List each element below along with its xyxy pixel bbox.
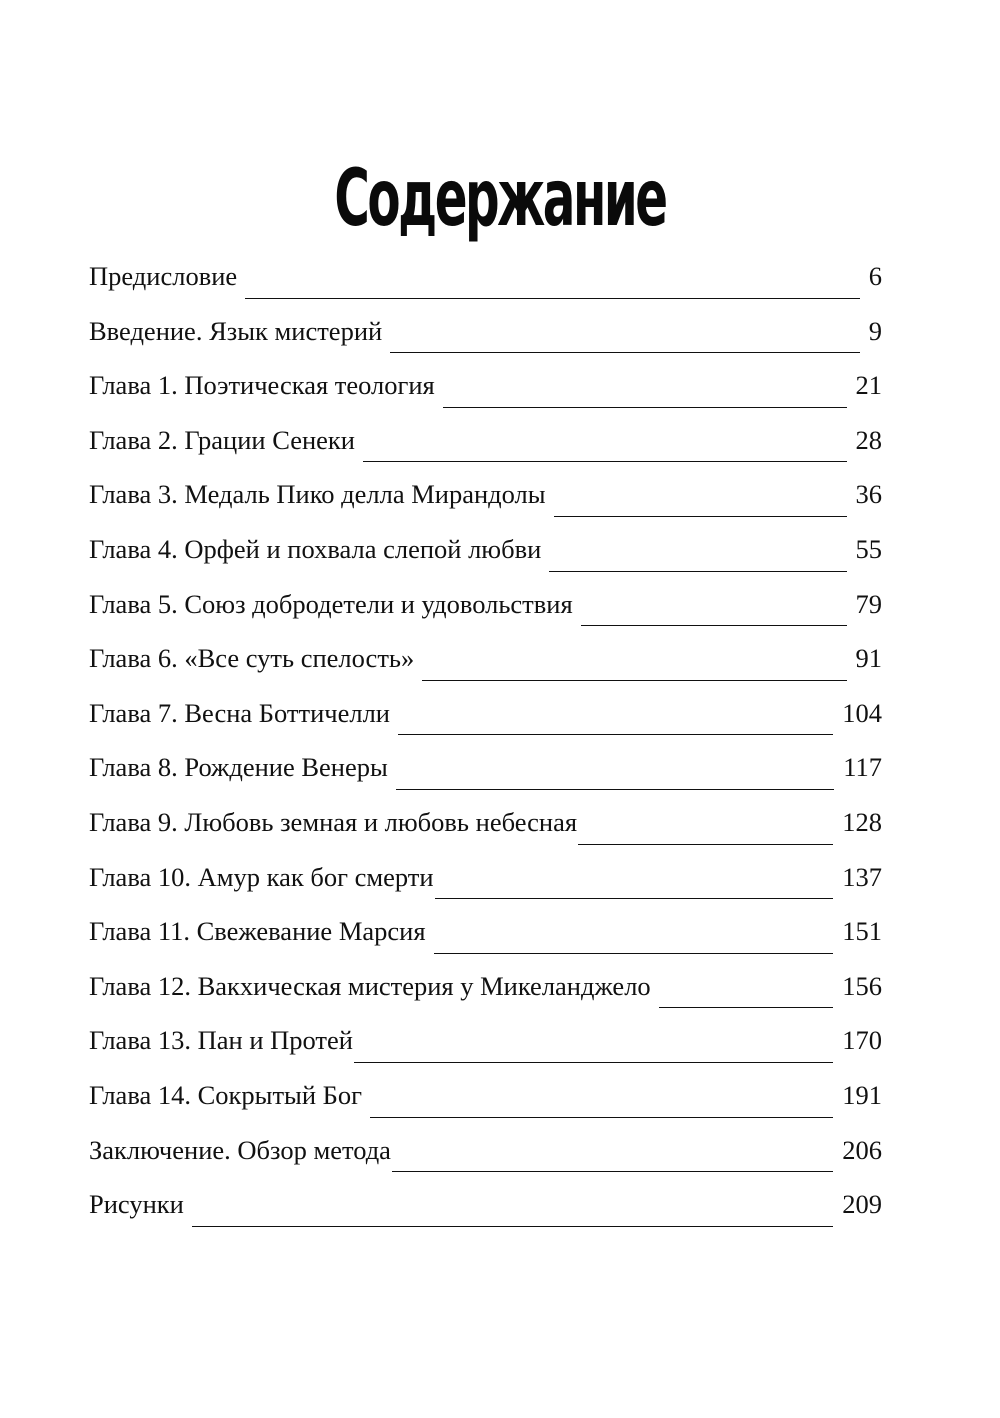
toc-entry-chapter-5 xyxy=(89,584,882,639)
toc-leader-line xyxy=(392,1170,833,1172)
toc-entry-label: Рисунки xyxy=(89,1189,184,1220)
toc-page-number: 191 xyxy=(842,1079,882,1110)
toc-entry-label: Глава 1. Поэтическая теология xyxy=(89,370,435,401)
page-title: Содержание xyxy=(334,154,666,245)
toc-entry-chapter-10 xyxy=(89,857,882,912)
toc-leader-line xyxy=(390,351,860,353)
toc-leader-line xyxy=(443,406,847,408)
toc-entry-chapter-3 xyxy=(89,474,882,529)
toc-page-number: 151 xyxy=(842,916,882,947)
toc-entry-label: Глава 12. Вакхическая мистерия у Микеланджело xyxy=(89,970,651,1001)
toc-page-number: 79 xyxy=(855,588,882,619)
toc-leader-line xyxy=(398,733,833,735)
toc-entry-label: Заключение. Обзор метода xyxy=(89,1134,391,1165)
toc-page-number: 9 xyxy=(868,315,882,346)
toc-entry-label: Глава 5. Союз добродетели и удовольствия xyxy=(89,588,573,619)
toc-entry-label: Глава 2. Грации Сенеки xyxy=(89,424,355,455)
toc-leader-line xyxy=(435,897,834,899)
toc-page-number: 137 xyxy=(842,861,882,892)
toc-entry-chapter-14 xyxy=(89,1075,882,1130)
toc-page-number: 91 xyxy=(855,643,882,674)
toc-page-number: 28 xyxy=(855,424,882,455)
toc-entry-label: Глава 10. Амур как бог смерти xyxy=(89,861,434,892)
toc-entry-chapter-8 xyxy=(89,747,882,802)
toc-leader-line xyxy=(434,952,834,954)
toc-leader-line xyxy=(549,570,846,572)
toc-page-number: 21 xyxy=(855,370,882,401)
toc-entry-illustrations xyxy=(89,1184,882,1239)
toc-entry-chapter-11 xyxy=(89,911,882,966)
toc-entry-label: Глава 8. Рождение Венеры xyxy=(89,752,388,783)
toc-entry-chapter-13 xyxy=(89,1020,882,1075)
toc-page-number: 117 xyxy=(843,752,882,783)
table-of-contents xyxy=(89,256,882,1239)
toc-leader-line xyxy=(578,843,833,845)
toc-entry-preface xyxy=(89,256,882,311)
toc-entry-label: Глава 13. Пан и Протей xyxy=(89,1025,353,1056)
toc-entry-introduction xyxy=(89,311,882,366)
toc-entry-chapter-7 xyxy=(89,693,882,748)
toc-leader-line xyxy=(192,1225,833,1227)
toc-leader-line xyxy=(354,1061,833,1063)
toc-leader-line xyxy=(581,624,847,626)
toc-entry-label: Глава 11. Свежевание Марсия xyxy=(89,916,426,947)
toc-page-number: 170 xyxy=(842,1025,882,1056)
toc-entry-label: Глава 4. Орфей и похвала слепой любви xyxy=(89,533,542,564)
toc-entry-label: Введение. Язык мистерий xyxy=(89,315,383,346)
toc-entry-label: Глава 6. «Все суть спелость» xyxy=(89,643,415,674)
toc-leader-line xyxy=(370,1116,833,1118)
toc-entry-chapter-12 xyxy=(89,966,882,1021)
toc-leader-line xyxy=(554,515,847,517)
toc-entry-chapter-2 xyxy=(89,420,882,475)
toc-entry-label: Глава 7. Весна Боттичелли xyxy=(89,697,390,728)
toc-entry-chapter-9 xyxy=(89,802,882,857)
toc-entry-chapter-4 xyxy=(89,529,882,584)
toc-entry-label: Глава 14. Сокрытый Бог xyxy=(89,1079,362,1110)
toc-entry-conclusion xyxy=(89,1130,882,1185)
toc-page-number: 128 xyxy=(842,806,882,837)
toc-leader-line xyxy=(363,460,847,462)
toc-entry-chapter-6 xyxy=(89,638,882,693)
toc-page-number: 6 xyxy=(868,261,882,291)
toc-entry-label: Глава 3. Медаль Пико делла Мирандолы xyxy=(89,479,546,510)
toc-entry-chapter-1 xyxy=(89,365,882,420)
toc-entry-label: Предисловие xyxy=(89,261,238,291)
toc-page-number: 209 xyxy=(842,1189,882,1220)
toc-page-number: 55 xyxy=(855,533,882,564)
toc-leader-line xyxy=(396,788,834,790)
toc-leader-line xyxy=(659,1006,834,1008)
toc-leader-line xyxy=(422,679,846,681)
toc-entry-label: Глава 9. Любовь земная и любовь небесная xyxy=(89,806,578,837)
toc-leader-line xyxy=(245,297,860,299)
toc-page-number: 156 xyxy=(842,970,882,1001)
toc-page-number: 36 xyxy=(855,479,882,510)
toc-page-number: 206 xyxy=(842,1134,882,1165)
toc-page-number: 104 xyxy=(842,697,882,728)
